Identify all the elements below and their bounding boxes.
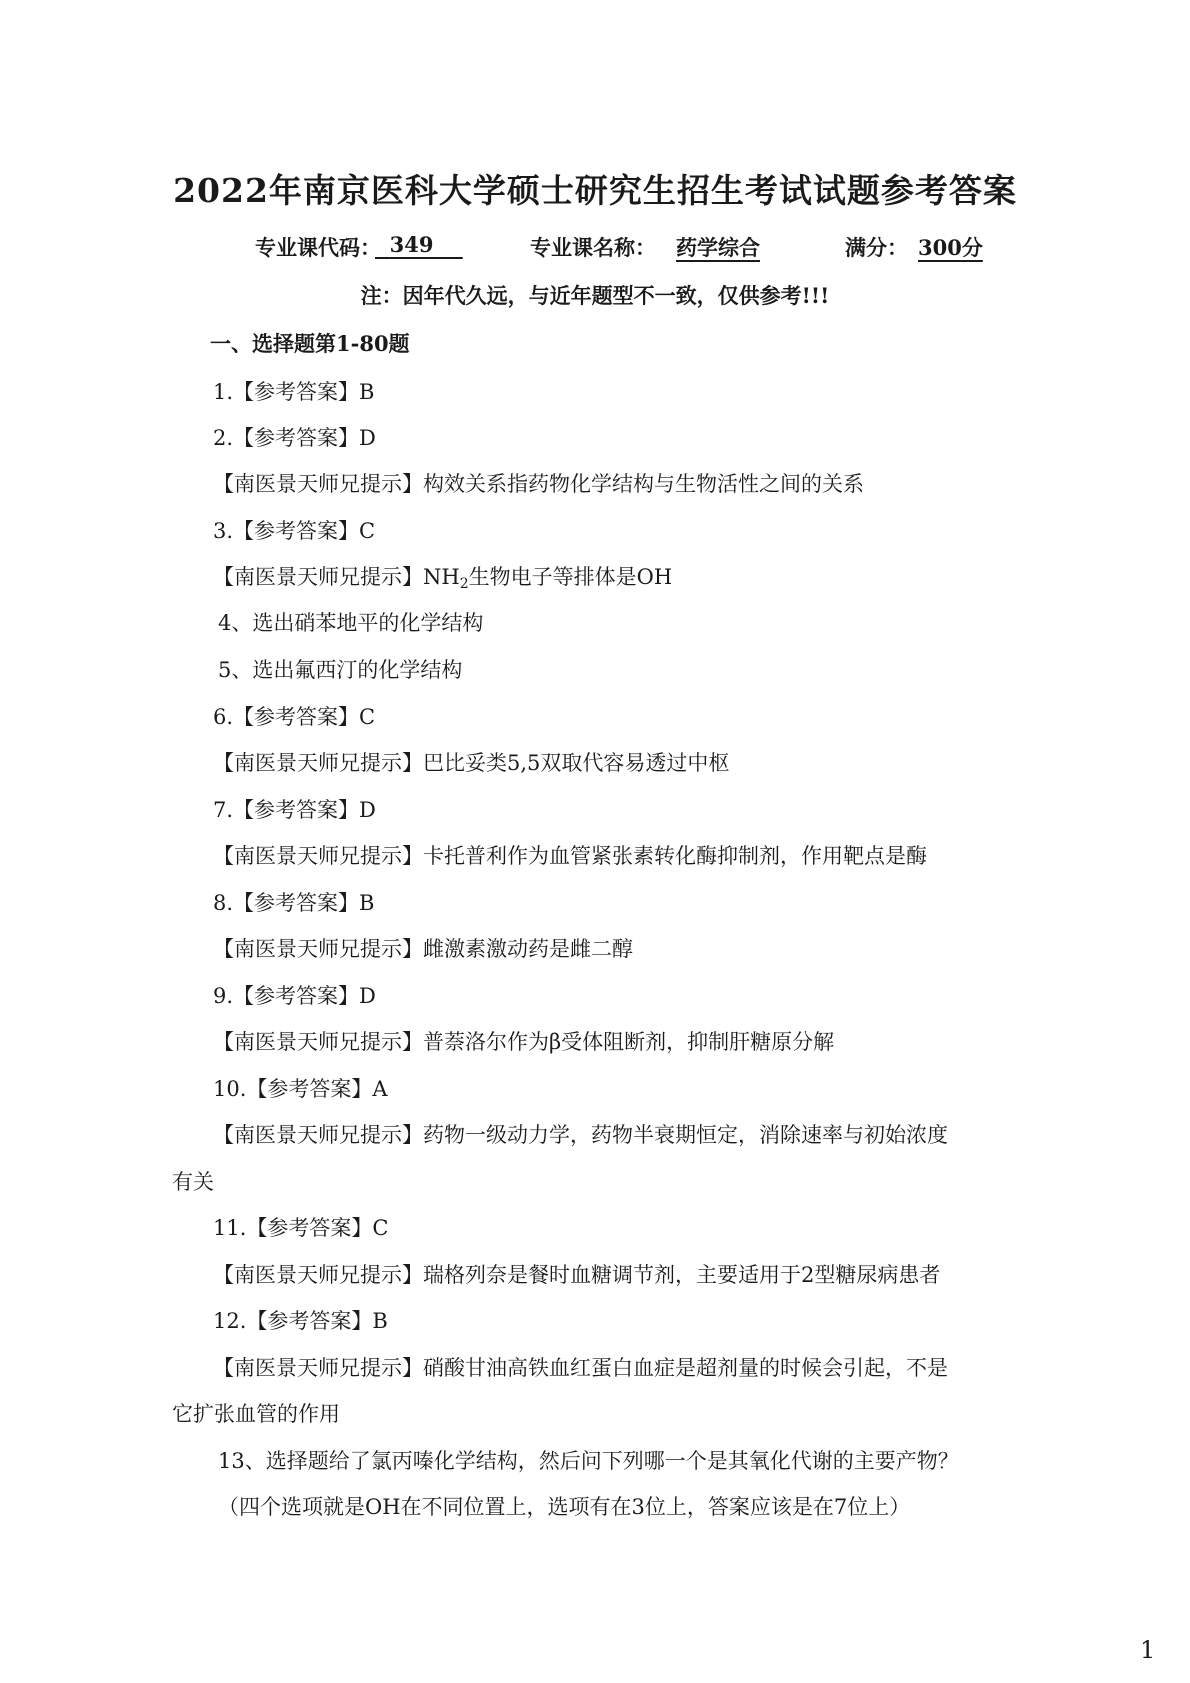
answer-line: 8.【参考答案】B <box>213 891 375 915</box>
page-title: 2022年南京医科大学硕士研究生招生考试试题参考答案 <box>173 171 1017 210</box>
answer-line: 1.【参考答案】B <box>213 380 375 404</box>
answer-line: 6.【参考答案】C <box>213 705 376 729</box>
hint-continuation: 它扩张血管的作用 <box>172 1402 340 1426</box>
question-line: 4、选出硝苯地平的化学结构 <box>218 611 484 635</box>
score-value: 300分 <box>918 235 983 260</box>
answer-line: 12.【参考答案】B <box>213 1309 388 1333</box>
answer-line: 11.【参考答案】C <box>213 1216 389 1240</box>
hint-line: 【南医景天师兄提示】普萘洛尔作为β受体阻断剂，抑制肝糖原分解 <box>213 1030 835 1054</box>
question-line: 13、选择题给了氯丙嗪化学结构，然后问下列哪一个是其氧化代谢的主要产物？ <box>218 1449 959 1473</box>
hint-continuation: 有关 <box>172 1170 214 1194</box>
hint-line: 【南医景天师兄提示】巴比妥类5,5双取代容易透过中枢 <box>213 751 730 775</box>
page-number: 1 <box>1140 1636 1156 1664</box>
hint-line: 【南医景天师兄提示】构效关系指药物化学结构与生物活性之间的关系 <box>213 472 864 496</box>
answer-line: 10.【参考答案】A <box>213 1077 388 1101</box>
hint-line: 【南医景天师兄提示】瑞格列奈是餐时血糖调节剂，主要适用于2型糖尿病患者 <box>213 1263 941 1287</box>
section-heading: 一、选择题第1-80题 <box>210 331 410 356</box>
code-label: 专业课代码： <box>255 235 381 260</box>
answer-line: 2.【参考答案】D <box>213 426 376 450</box>
disclaimer-note: 注：因年代久远，与近年题型不一致，仅供参考!!! <box>360 283 830 308</box>
question-line: 5、选出氟西汀的化学结构 <box>218 658 463 682</box>
score-label: 满分： <box>845 235 908 260</box>
hint-line: 【南医景天师兄提示】雌激素激动药是雌二醇 <box>213 937 633 961</box>
question-note: （四个选项就是OH在不同位置上，选项有在3位上，答案应该是在7位上） <box>218 1495 911 1519</box>
answer-line: 7.【参考答案】D <box>213 798 376 822</box>
name-value: 药学综合 <box>676 235 760 260</box>
answer-line: 3.【参考答案】C <box>213 519 376 543</box>
name-label: 专业课名称： <box>530 235 656 260</box>
hint-line: 【南医景天师兄提示】卡托普利作为血管紧张素转化酶抑制剂，作用靶点是酶 <box>213 844 927 868</box>
answer-line: 9.【参考答案】D <box>213 984 376 1008</box>
hint-line: 【南医景天师兄提示】$NH_2$生物电子等排体是OH <box>213 565 673 592</box>
hint-line: 【南医景天师兄提示】硝酸甘油高铁血红蛋白血症是超剂量的时候会引起，不是 <box>213 1356 948 1380</box>
hint-line: 【南医景天师兄提示】药物一级动力学，药物半衰期恒定，消除速率与初始浓度 <box>213 1123 948 1147</box>
code-value: 349 <box>389 232 434 257</box>
